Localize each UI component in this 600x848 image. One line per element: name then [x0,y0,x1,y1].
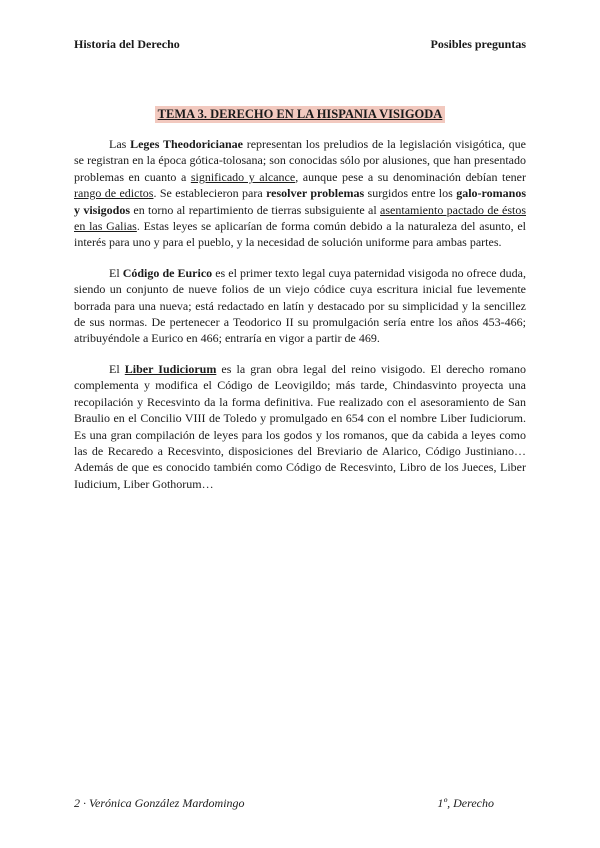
title-wrapper [0,105,600,123]
underlined-phrase: significado y alcance [190,169,296,184]
bold-term: galo-romanos y visigodos [74,186,526,217]
paragraph-liber-iudiciorum [74,361,526,492]
header-course-title: Historia del Derecho [74,37,180,51]
document-title: TEMA 3. DERECHO EN LA HISPANIA VISIGODA [155,106,446,123]
text-run: representan los preludios de la legislación visigótica, que se registran en la época gótica-tolosana; son conocidas sólo por alusiones, que han presentado problemas en cuanto a [74,137,527,184]
text-run: Las [109,137,131,151]
text-run: es la gran obra legal del reino visigodo. El derecho romano complementa y modifica el Código de Leovigildo; más tarde, Chindasvinto proyecta una recopilación y Recesvinto da la forma definitiva. Fue realizado con el asesoramiento de San Braulio en el Concilio VIII de Toledo y promulgado en 654 con el nombre Liber Iudiciorum. Es una gran compilación de leyes para los godos y los romanos, que da cabida a leyes como las de Recaredo a Recesvinto, disposiciones del Breviario de Alarico, Código Justiniano… Además de que es conocido también como Código de Recesvinto, Libro de los Jueces, Liber Iudicium, Liber Gothorum… [74,361,526,491]
text-run: surgidos entre los [364,186,457,201]
text-run: El [109,265,123,280]
footer-course: 1º, Derecho [437,796,494,810]
text-run: , aunque pese a su denominación debían tener [295,169,526,184]
text-run: en torno al repartimiento de tierras subsiguiente al [130,202,381,217]
document-body [74,136,526,506]
bold-underlined-term: Liber Iudiciorum [124,361,217,376]
footer-author: 2 · Verónica González Mardomingo [74,796,245,810]
text-run: . Se establecieron para [153,186,267,201]
underlined-phrase: asentamiento pactado de éstos en las Galias [74,202,527,234]
paragraph-codigo-eurico [74,265,526,347]
header-section-title: Posibles preguntas [430,37,526,51]
text-run: . Estas leyes se aplicarían de forma común debido a la naturaleza del asunto, el interés para uno y para el pueblo, y la necesidad de solución uniforme para ambas partes. [74,219,527,250]
text-run: es el primer texto legal cuya paternidad visigoda no ofrece duda, siendo un conjunto de nueve folios de un viejo códice cuya escritura inicial fue levemente borrada para una nueva; está redactado en latín y destacado por su simplicidad y la sencillez de sus normas. De pertenecer a Teodorico II su promulgación sería entre los años 453-466; atribuyéndole a Eurico en 466; entraría en vigor a partir de 469. [74,265,526,346]
text-run: El [109,361,125,376]
bold-term: Leges Theodoricianae [130,137,243,151]
page-header [74,37,526,52]
page-footer [74,796,494,811]
bold-term: Código de Eurico [122,265,213,280]
bold-term: resolver problemas [266,186,365,201]
paragraph-leges-theodoricianae [74,136,526,251]
underlined-phrase: rango de edictos [74,186,154,201]
